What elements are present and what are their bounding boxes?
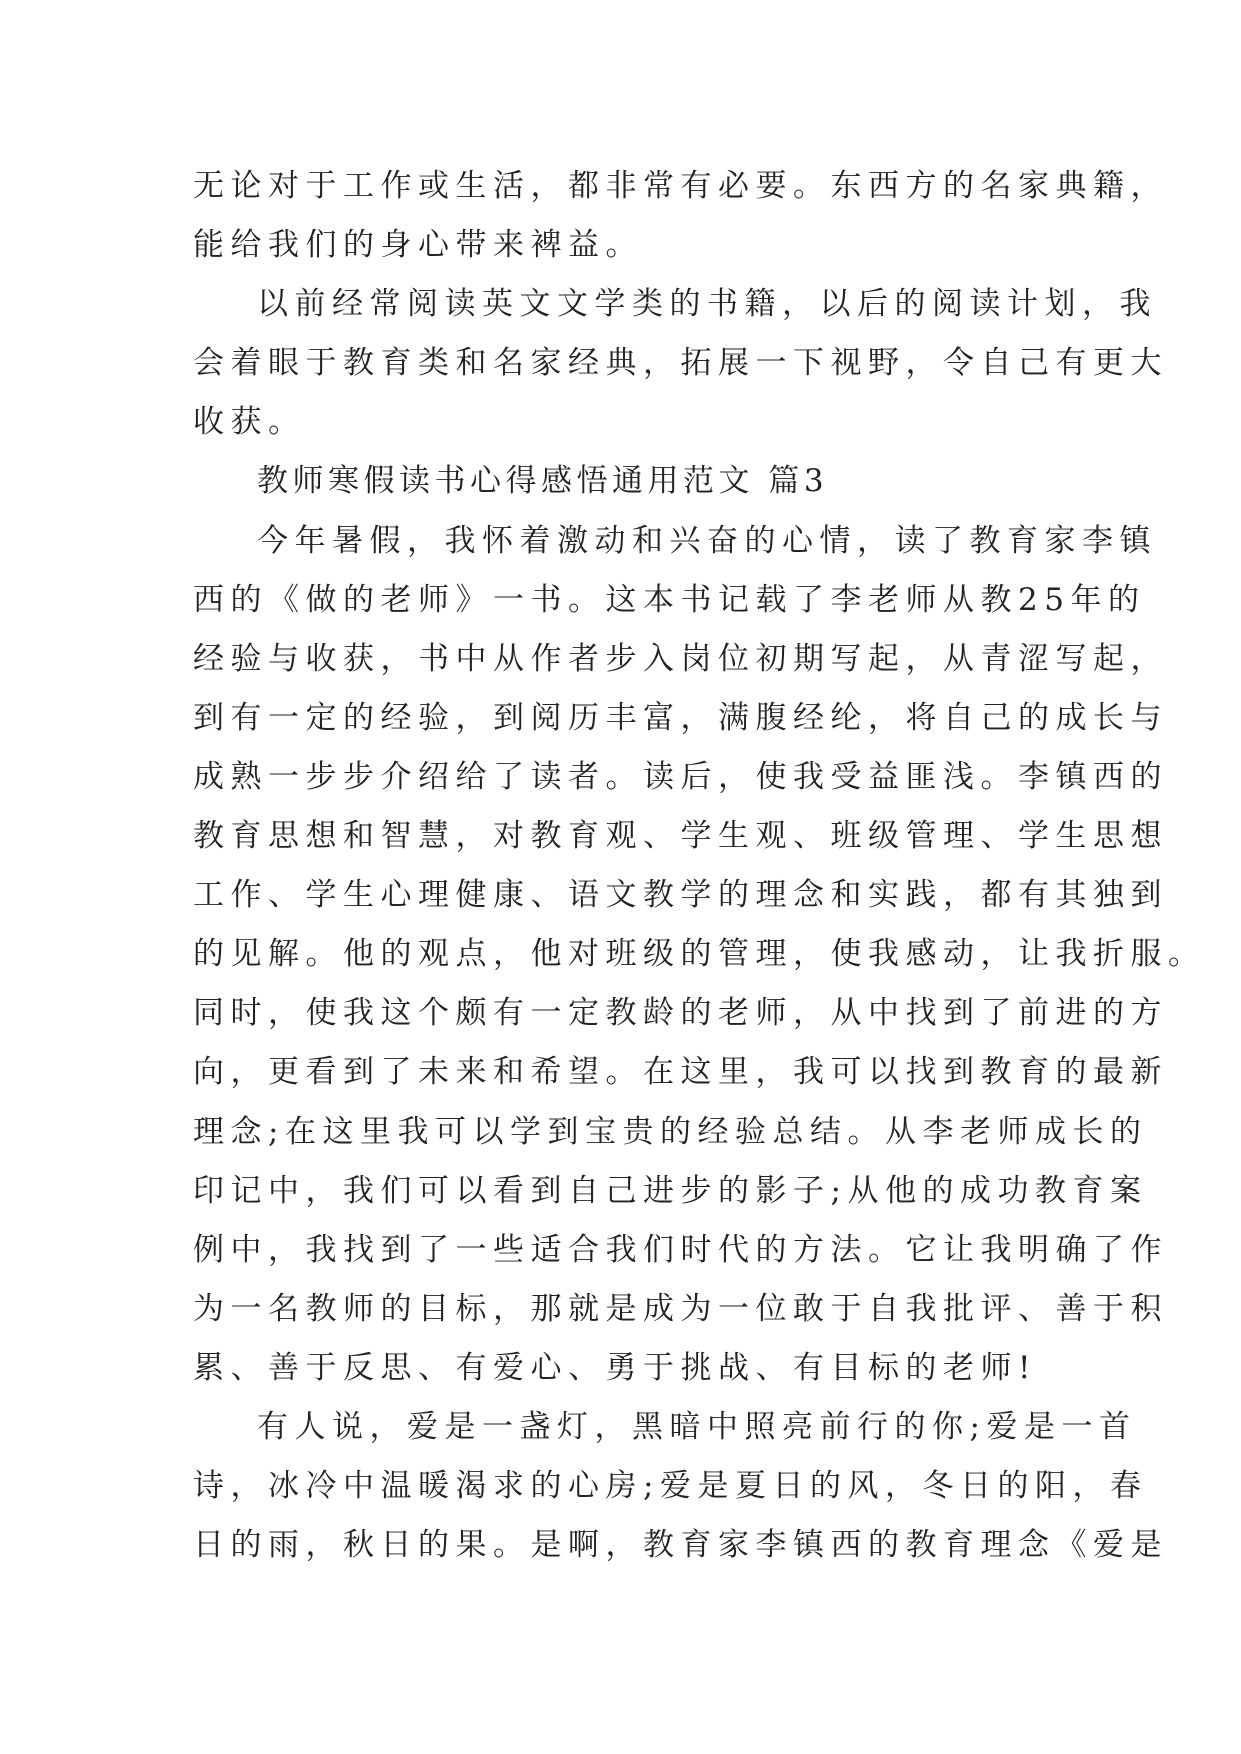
text-line: 印记中，我们可以看到自己进步的影子;从他的成功教育案 — [193, 1172, 1148, 1209]
text-line: 同时，使我这个颇有一定教龄的老师，从中找到了前进的方 — [193, 995, 1168, 1032]
text-line: 向，更看到了未来和希望。在这里，我可以找到教育的最新 — [193, 1054, 1168, 1091]
text-line: 到有一定的经验，到阅历丰富，满腹经纶，将自己的成长与 — [193, 699, 1168, 736]
text-line: 为一名教师的目标，那就是成为一位敢于自我批评、善于积 — [193, 1290, 1168, 1327]
text-line: 诗，冰冷中温暖渴求的心房;爱是夏日的风，冬日的阳，春 — [193, 1468, 1148, 1505]
text-line: 日的雨，秋日的果。是啊，教育家李镇西的教育理念《爱是 — [193, 1527, 1168, 1564]
paragraph-start-line: 以前经常阅读英文文学类的书籍，以后的阅读计划，我 — [257, 286, 1157, 323]
text-line: 理念;在这里我可以学到宝贵的经验总结。从李老师成长的 — [193, 1113, 1148, 1150]
body-text — [193, 157, 1206, 1575]
text-line: 无论对于工作或生活，都非常有必要。东西方的名家典籍， — [193, 168, 1168, 204]
section-heading: 教师寒假读书心得感悟通用范文 篇3 — [257, 463, 829, 500]
text-line: 的见解。他的观点，他对班级的管理，使我感动，让我折服。 — [193, 936, 1206, 973]
text-line: 教育思想和智慧，对教育观、学生观、班级管理、学生思想 — [193, 818, 1168, 855]
text-line: 收获。 — [193, 404, 306, 441]
text-line: 西的《做的老师》一书。这本书记载了李老师从教25年的 — [193, 581, 1146, 618]
paragraph-start-line: 今年暑假，我怀着激动和兴奋的心情，读了教育家李镇 — [257, 522, 1157, 559]
paragraph-start-line: 有人说，爱是一盏灯，黑暗中照亮前行的你;爱是一首 — [257, 1408, 1137, 1445]
text-line: 例中，我找到了一些适合我们时代的方法。它让我明确了作 — [193, 1231, 1168, 1268]
text-line: 经验与收获，书中从作者步入岗位初期写起，从青涩写起， — [193, 640, 1168, 677]
text-line: 会着眼于教育类和名家经典，拓展一下视野，令自己有更大 — [193, 345, 1168, 382]
text-line: 能给我们的身心带来裨益。 — [193, 227, 643, 264]
text-line: 工作、学生心理健康、语文教学的理念和实践，都有其独到 — [193, 877, 1168, 914]
text-line: 成熟一步步介绍给了读者。读后，使我受益匪浅。李镇西的 — [193, 758, 1168, 795]
text-line: 累、善于反思、有爱心、勇于挑战、有目标的老师! — [193, 1349, 1037, 1386]
